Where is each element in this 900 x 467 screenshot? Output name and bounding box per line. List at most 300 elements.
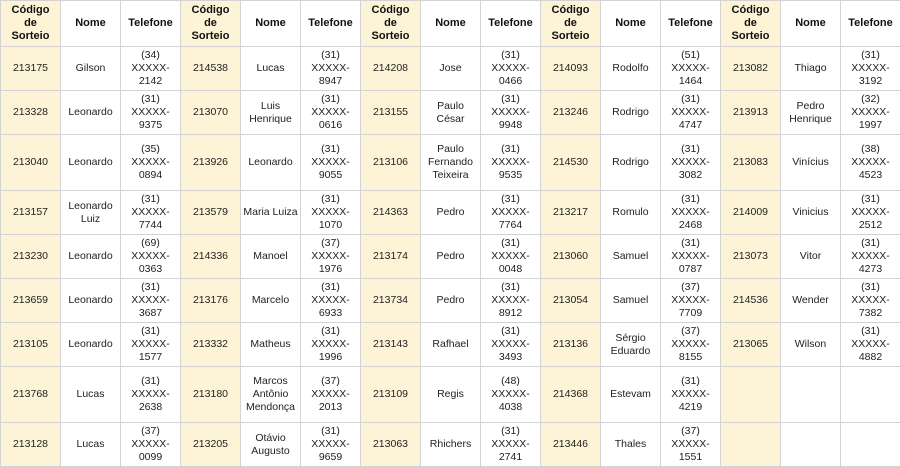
raffle-code-cell-text: 213054: [543, 294, 598, 307]
phone-number-cell: [301, 91, 361, 135]
header-name: [61, 1, 121, 47]
person-name-cell: [421, 367, 481, 423]
phone-number-cell-text: (31) XXXXX- 9659: [303, 425, 358, 464]
phone-number-cell: [841, 367, 900, 423]
raffle-code-cell-text: 213060: [543, 250, 598, 263]
raffle-code-cell-text: 213070: [183, 106, 238, 119]
header-name-label: Nome: [423, 17, 478, 30]
raffle-code-cell: [181, 323, 241, 367]
person-name-cell: [61, 91, 121, 135]
phone-number-cell: [661, 367, 721, 423]
phone-number-cell: [301, 235, 361, 279]
person-name-cell-text: Samuel: [603, 250, 658, 263]
raffle-code-cell: [541, 47, 601, 91]
raffle-code-cell-text: 213065: [723, 338, 778, 351]
person-name-cell: [241, 279, 301, 323]
phone-number-cell: [121, 235, 181, 279]
raffle-code-cell-text: 213205: [183, 438, 238, 451]
phone-number-cell: [841, 279, 900, 323]
phone-number-cell-text: (31) XXXXX- 2638: [123, 375, 178, 414]
phone-number-cell: [301, 135, 361, 191]
raffle-code-cell-text: 214538: [183, 62, 238, 75]
raffle-code-cell-text: 213155: [363, 106, 418, 119]
header-row: [1, 1, 900, 47]
person-name-cell: [241, 191, 301, 235]
raffle-code-cell-text: 213136: [543, 338, 598, 351]
person-name-cell-text: Wilson: [783, 338, 838, 351]
table-row: [1, 91, 900, 135]
person-name-cell-text: Pedro: [423, 206, 478, 219]
phone-number-cell-text: (31) XXXXX- 9948: [483, 93, 538, 132]
phone-number-cell: [481, 235, 541, 279]
raffle-code-cell-text: 213143: [363, 338, 418, 351]
raffle-code-cell-text: 214093: [543, 62, 598, 75]
person-name-cell: [781, 47, 841, 91]
header-phone-label: Telefone: [663, 17, 718, 30]
phone-number-cell: [121, 135, 181, 191]
phone-number-cell-text: (31) XXXXX- 0616: [303, 93, 358, 132]
header-name: [781, 1, 841, 47]
raffle-code-cell-text: 214208: [363, 62, 418, 75]
person-name-cell-text: Vitor: [783, 250, 838, 263]
person-name-cell: [781, 191, 841, 235]
person-name-cell: [421, 191, 481, 235]
person-name-cell-text: Marcelo: [243, 294, 298, 307]
header-code: [541, 1, 601, 47]
raffle-code-cell: [1, 235, 61, 279]
raffle-code-cell: [181, 235, 241, 279]
header-phone: [841, 1, 900, 47]
person-name-cell: [421, 423, 481, 467]
raffle-code-cell: [1, 91, 61, 135]
header-code: [1, 1, 61, 47]
header-code-label: Código de Sorteio: [3, 4, 58, 43]
phone-number-cell-text: (31) XXXXX- 9535: [483, 143, 538, 182]
raffle-code-cell-text: 213175: [3, 62, 58, 75]
phone-number-cell-text: (69) XXXXX- 0363: [123, 237, 178, 276]
person-name-cell-text: Manoel: [243, 250, 298, 263]
header-phone-label: Telefone: [843, 17, 898, 30]
raffle-code-cell: [541, 191, 601, 235]
raffle-code-cell-text: 213768: [3, 388, 58, 401]
phone-number-cell-text: (31) XXXXX- 0466: [483, 49, 538, 88]
person-name-cell-text: Lucas: [243, 62, 298, 75]
raffle-code-cell: [181, 367, 241, 423]
phone-number-cell-text: (31) XXXXX- 0787: [663, 237, 718, 276]
raffle-code-cell: [541, 91, 601, 135]
person-name-cell: [601, 279, 661, 323]
raffle-code-cell: [721, 323, 781, 367]
person-name-cell-text: Lucas: [63, 388, 118, 401]
person-name-cell-text: Rodolfo: [603, 62, 658, 75]
raffle-code-cell: [541, 423, 601, 467]
header-phone: [481, 1, 541, 47]
phone-number-cell-text: (37) XXXXX- 1976: [303, 237, 358, 276]
person-name-cell: [601, 47, 661, 91]
person-name-cell: [601, 135, 661, 191]
table-row: [1, 367, 900, 423]
raffle-code-cell: [1, 423, 61, 467]
person-name-cell: [601, 323, 661, 367]
phone-number-cell-text: (31) XXXXX- 0048: [483, 237, 538, 276]
phone-number-cell-text: (31) XXXXX- 1070: [303, 193, 358, 232]
person-name-cell-text: Jose: [423, 62, 478, 75]
header-name-label: Nome: [243, 17, 298, 30]
phone-number-cell: [481, 279, 541, 323]
table-row: [1, 135, 900, 191]
phone-number-cell-text: (31) XXXXX- 7382: [843, 281, 898, 320]
person-name-cell: [601, 91, 661, 135]
person-name-cell-text: Regis: [423, 388, 478, 401]
person-name-cell-text: Pedro Henrique: [783, 100, 838, 126]
header-name: [241, 1, 301, 47]
person-name-cell: [781, 367, 841, 423]
person-name-cell: [61, 323, 121, 367]
phone-number-cell-text: (31) XXXXX- 4747: [663, 93, 718, 132]
person-name-cell-text: Sérgio Eduardo: [603, 332, 658, 358]
phone-number-cell-text: (31) XXXXX- 1996: [303, 325, 358, 364]
phone-number-cell-text: (37) XXXXX- 0099: [123, 425, 178, 464]
phone-number-cell: [661, 47, 721, 91]
raffle-code-cell-text: 213082: [723, 62, 778, 75]
person-name-cell: [781, 235, 841, 279]
phone-number-cell-text: (31) XXXXX- 1577: [123, 325, 178, 364]
phone-number-cell-text: (31) XXXXX- 3493: [483, 325, 538, 364]
phone-number-cell: [661, 279, 721, 323]
person-name-cell-text: Paulo César: [423, 100, 478, 126]
phone-number-cell-text: (37) XXXXX- 7709: [663, 281, 718, 320]
phone-number-cell: [301, 279, 361, 323]
person-name-cell: [421, 91, 481, 135]
raffle-code-cell: [1, 191, 61, 235]
person-name-cell-text: Otávio Augusto: [243, 432, 298, 458]
phone-number-cell: [301, 367, 361, 423]
phone-number-cell-text: (31) XXXXX- 7764: [483, 193, 538, 232]
person-name-cell-text: Vinícius: [783, 156, 838, 169]
table-row: [1, 191, 900, 235]
phone-number-cell: [301, 191, 361, 235]
phone-number-cell: [481, 423, 541, 467]
phone-number-cell: [301, 323, 361, 367]
raffle-code-cell-text: 214009: [723, 206, 778, 219]
person-name-cell-text: Wender: [783, 294, 838, 307]
person-name-cell: [601, 423, 661, 467]
raffle-code-cell-text: 213106: [363, 156, 418, 169]
phone-number-cell: [301, 423, 361, 467]
phone-number-cell-text: (31) XXXXX- 3687: [123, 281, 178, 320]
raffle-code-cell-text: 213176: [183, 294, 238, 307]
raffle-code-cell: [181, 91, 241, 135]
phone-number-cell-text: (31) XXXXX- 9375: [123, 93, 178, 132]
person-name-cell: [61, 47, 121, 91]
raffle-code-cell-text: 213073: [723, 250, 778, 263]
person-name-cell: [601, 367, 661, 423]
raffle-code-cell: [361, 367, 421, 423]
phone-number-cell: [481, 91, 541, 135]
person-name-cell: [241, 91, 301, 135]
header-phone: [301, 1, 361, 47]
header-code-label: Código de Sorteio: [363, 4, 418, 43]
raffle-code-cell-text: 213659: [3, 294, 58, 307]
phone-number-cell: [841, 423, 900, 467]
raffle-code-cell: [1, 279, 61, 323]
raffle-code-cell: [361, 423, 421, 467]
person-name-cell: [241, 423, 301, 467]
person-name-cell: [61, 135, 121, 191]
phone-number-cell: [661, 191, 721, 235]
raffle-code-cell: [721, 423, 781, 467]
person-name-cell: [241, 367, 301, 423]
raffle-code-cell: [541, 323, 601, 367]
header-name: [601, 1, 661, 47]
header-code-label: Código de Sorteio: [543, 4, 598, 43]
phone-number-cell-text: (51) XXXXX- 1464: [663, 49, 718, 88]
person-name-cell-text: Leonardo: [63, 156, 118, 169]
raffle-code-cell-text: 213063: [363, 438, 418, 451]
person-name-cell-text: Leonardo: [63, 106, 118, 119]
person-name-cell-text: Pedro: [423, 250, 478, 263]
person-name-cell-text: Leonardo: [63, 294, 118, 307]
person-name-cell-text: Rhichers: [423, 438, 478, 451]
phone-number-cell: [841, 91, 900, 135]
phone-number-cell: [841, 323, 900, 367]
phone-number-cell: [301, 47, 361, 91]
person-name-cell-text: Paulo Fernando Teixeira: [423, 143, 478, 182]
person-name-cell: [781, 135, 841, 191]
phone-number-cell: [841, 235, 900, 279]
raffle-code-cell-text: 214530: [543, 156, 598, 169]
person-name-cell: [781, 279, 841, 323]
person-name-cell: [421, 235, 481, 279]
raffle-code-cell-text: 213246: [543, 106, 598, 119]
phone-number-cell: [841, 191, 900, 235]
table-row: [1, 423, 900, 467]
header-code: [361, 1, 421, 47]
raffle-code-cell: [541, 367, 601, 423]
phone-number-cell: [481, 47, 541, 91]
phone-number-cell: [481, 323, 541, 367]
phone-number-cell: [481, 367, 541, 423]
person-name-cell-text: Thales: [603, 438, 658, 451]
header-code-label: Código de Sorteio: [183, 4, 238, 43]
raffle-code-cell-text: 213083: [723, 156, 778, 169]
header-code: [181, 1, 241, 47]
raffle-code-cell: [181, 191, 241, 235]
person-name-cell-text: Luis Henrique: [243, 100, 298, 126]
phone-number-cell: [121, 47, 181, 91]
raffle-code-cell-text: 213157: [3, 206, 58, 219]
table-row: [1, 47, 900, 91]
raffle-code-cell: [721, 91, 781, 135]
raffle-code-cell: [361, 47, 421, 91]
phone-number-cell-text: (31) XXXXX- 7744: [123, 193, 178, 232]
header-name-label: Nome: [783, 17, 838, 30]
table-header: [1, 1, 900, 47]
raffle-code-cell: [181, 47, 241, 91]
person-name-cell: [781, 323, 841, 367]
phone-number-cell-text: (31) XXXXX- 3192: [843, 49, 898, 88]
phone-number-cell-text: (31) XXXXX- 4273: [843, 237, 898, 276]
raffle-code-cell: [181, 423, 241, 467]
phone-number-cell: [121, 367, 181, 423]
person-name-cell: [61, 235, 121, 279]
person-name-cell: [241, 135, 301, 191]
person-name-cell: [61, 191, 121, 235]
person-name-cell-text: Maria Luiza: [243, 206, 298, 219]
phone-number-cell-text: (31) XXXXX- 2741: [483, 425, 538, 464]
header-phone-label: Telefone: [303, 17, 358, 30]
person-name-cell: [781, 423, 841, 467]
person-name-cell: [781, 91, 841, 135]
person-name-cell-text: Matheus: [243, 338, 298, 351]
raffle-code-cell-text: 213328: [3, 106, 58, 119]
phone-number-cell-text: (38) XXXXX- 4523: [843, 143, 898, 182]
raffle-code-cell: [361, 191, 421, 235]
person-name-cell-text: Romulo: [603, 206, 658, 219]
table-body: [1, 47, 900, 467]
raffle-code-cell: [1, 323, 61, 367]
header-code: [721, 1, 781, 47]
raffle-code-cell-text: 213734: [363, 294, 418, 307]
raffle-code-cell-text: 213174: [363, 250, 418, 263]
table-row: [1, 323, 900, 367]
raffle-code-cell-text: 213332: [183, 338, 238, 351]
person-name-cell-text: Lucas: [63, 438, 118, 451]
phone-number-cell-text: (31) XXXXX- 2512: [843, 193, 898, 232]
raffle-code-cell: [1, 367, 61, 423]
phone-number-cell-text: (37) XXXXX- 2013: [303, 375, 358, 414]
raffle-code-cell-text: 213128: [3, 438, 58, 451]
person-name-cell-text: Marcos Antônio Mendonça: [243, 375, 298, 414]
phone-number-cell: [481, 135, 541, 191]
raffle-code-cell: [721, 47, 781, 91]
person-name-cell: [421, 135, 481, 191]
table-row: [1, 279, 900, 323]
phone-number-cell: [121, 323, 181, 367]
phone-number-cell-text: (31) XXXXX- 6933: [303, 281, 358, 320]
raffle-code-cell: [721, 235, 781, 279]
phone-number-cell-text: (31) XXXXX- 4882: [843, 325, 898, 364]
person-name-cell-text: Leonardo Luiz: [63, 200, 118, 226]
header-name: [421, 1, 481, 47]
person-name-cell-text: Rodrigo: [603, 106, 658, 119]
person-name-cell: [421, 279, 481, 323]
raffle-code-cell-text: 213217: [543, 206, 598, 219]
header-name-label: Nome: [603, 17, 658, 30]
raffle-code-cell-text: 213105: [3, 338, 58, 351]
raffle-code-cell: [721, 191, 781, 235]
phone-number-cell-text: (37) XXXXX- 1551: [663, 425, 718, 464]
phone-number-cell: [481, 191, 541, 235]
raffle-code-cell: [361, 135, 421, 191]
phone-number-cell-text: (31) XXXXX- 8947: [303, 49, 358, 88]
phone-number-cell: [841, 47, 900, 91]
raffle-code-cell: [361, 323, 421, 367]
phone-number-cell-text: (31) XXXXX- 8912: [483, 281, 538, 320]
raffle-code-cell-text: 214536: [723, 294, 778, 307]
person-name-cell: [601, 191, 661, 235]
header-phone: [661, 1, 721, 47]
phone-number-cell-text: (48) XXXXX- 4038: [483, 375, 538, 414]
person-name-cell: [241, 47, 301, 91]
phone-number-cell-text: (31) XXXXX- 9055: [303, 143, 358, 182]
phone-number-cell: [121, 191, 181, 235]
phone-number-cell-text: (37) XXXXX- 8155: [663, 325, 718, 364]
raffle-code-cell: [541, 135, 601, 191]
raffle-code-cell: [361, 279, 421, 323]
raffle-code-cell-text: 213446: [543, 438, 598, 451]
phone-number-cell: [121, 423, 181, 467]
person-name-cell-text: Gilson: [63, 62, 118, 75]
raffle-code-cell: [721, 367, 781, 423]
person-name-cell: [61, 367, 121, 423]
raffle-code-cell-text: 213230: [3, 250, 58, 263]
phone-number-cell-text: (31) XXXXX- 4219: [663, 375, 718, 414]
phone-number-cell-text: (35) XXXXX- 0894: [123, 143, 178, 182]
phone-number-cell: [841, 135, 900, 191]
raffle-code-cell: [1, 47, 61, 91]
person-name-cell-text: Samuel: [603, 294, 658, 307]
raffle-code-cell-text: 214363: [363, 206, 418, 219]
person-name-cell: [61, 279, 121, 323]
table-row: [1, 235, 900, 279]
person-name-cell-text: Vinicius: [783, 206, 838, 219]
header-name-label: Nome: [63, 17, 118, 30]
raffle-code-cell: [721, 279, 781, 323]
raffle-code-cell-text: 214368: [543, 388, 598, 401]
person-name-cell: [421, 47, 481, 91]
phone-number-cell-text: (32) XXXXX- 1997: [843, 93, 898, 132]
person-name-cell-text: Rodrigo: [603, 156, 658, 169]
person-name-cell: [61, 423, 121, 467]
raffle-code-cell: [181, 135, 241, 191]
raffle-code-cell: [361, 235, 421, 279]
raffle-code-cell: [1, 135, 61, 191]
phone-number-cell: [661, 135, 721, 191]
phone-number-cell: [121, 279, 181, 323]
raffle-code-cell: [721, 135, 781, 191]
phone-number-cell: [121, 91, 181, 135]
raffle-code-cell-text: 213040: [3, 156, 58, 169]
person-name-cell: [241, 323, 301, 367]
person-name-cell-text: Estevam: [603, 388, 658, 401]
person-name-cell: [241, 235, 301, 279]
header-code-label: Código de Sorteio: [723, 4, 778, 43]
raffle-code-cell: [361, 91, 421, 135]
phone-number-cell-text: (31) XXXXX- 2468: [663, 193, 718, 232]
raffle-code-cell: [181, 279, 241, 323]
raffle-code-cell-text: 213180: [183, 388, 238, 401]
raffle-code-cell-text: 213109: [363, 388, 418, 401]
raffle-code-cell: [541, 235, 601, 279]
header-phone: [121, 1, 181, 47]
person-name-cell-text: Thiago: [783, 62, 838, 75]
raffle-code-cell-text: 213913: [723, 106, 778, 119]
raffle-code-cell: [541, 279, 601, 323]
raffle-code-cell-text: 213926: [183, 156, 238, 169]
phone-number-cell: [661, 91, 721, 135]
header-phone-label: Telefone: [483, 17, 538, 30]
person-name-cell-text: Leonardo: [243, 156, 298, 169]
phone-number-cell-text: (31) XXXXX- 3082: [663, 143, 718, 182]
phone-number-cell-text: (34) XXXXX- 2142: [123, 49, 178, 88]
phone-number-cell: [661, 323, 721, 367]
header-phone-label: Telefone: [123, 17, 178, 30]
person-name-cell-text: Pedro: [423, 294, 478, 307]
person-name-cell-text: Leonardo: [63, 250, 118, 263]
phone-number-cell: [661, 235, 721, 279]
person-name-cell-text: Leonardo: [63, 338, 118, 351]
